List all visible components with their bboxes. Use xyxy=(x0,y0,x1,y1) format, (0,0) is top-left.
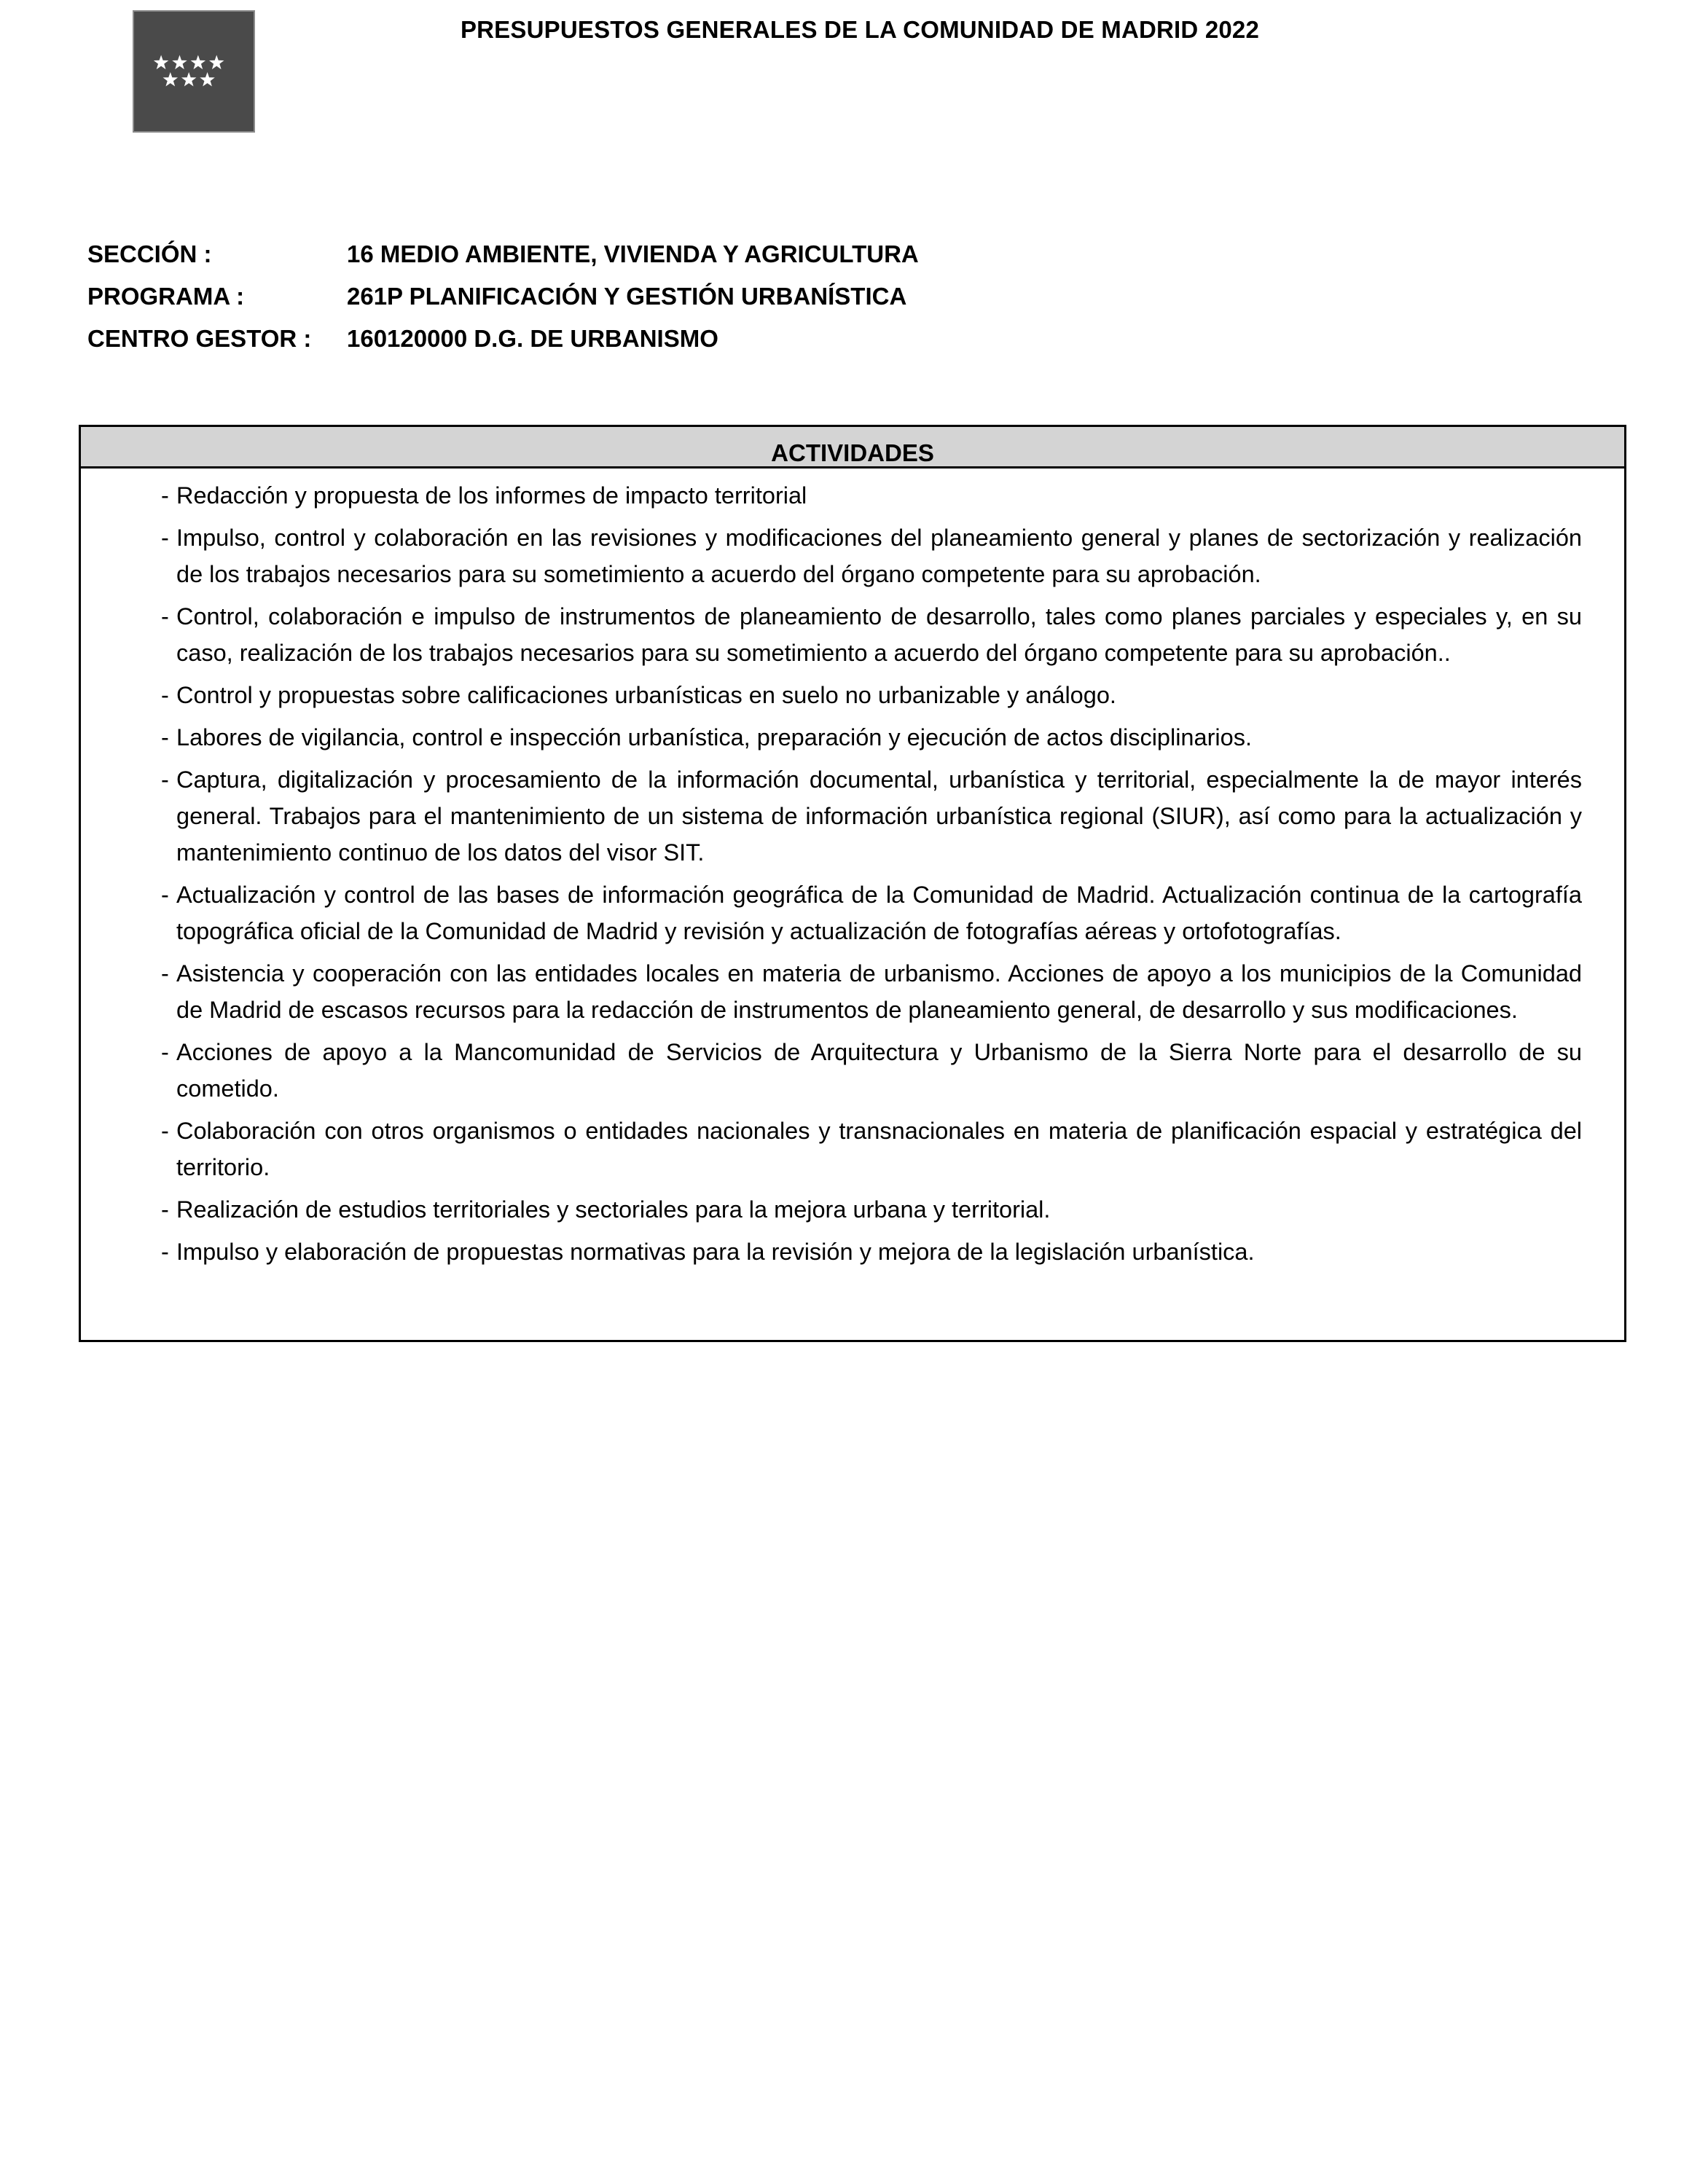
seccion-value: 16 MEDIO AMBIENTE, VIVIENDA Y AGRICULTURA xyxy=(347,240,919,267)
programa-label: PROGRAMA : xyxy=(87,283,245,310)
activity-item: - Labores de vigilancia, control e inspección urbanística, preparación y ejecución de actos disciplinarios. xyxy=(161,719,1582,756)
madrid-stars-logo-icon xyxy=(133,10,255,133)
activity-item: - Control y propuestas sobre calificaciones urbanísticas en suelo no urbanizable y análogo. xyxy=(161,677,1582,713)
activity-item: - Acciones de apoyo a la Mancomunidad de Servicios de Arquitectura y Urbanismo de la Sierra Norte para el desarrollo de su cometido. xyxy=(161,1034,1582,1107)
centro-gestor-label: CENTRO GESTOR : xyxy=(87,325,312,352)
activity-item: - Control, colaboración e impulso de instrumentos de planeamiento de desarrollo, tales como planes parciales y especiales y, en su caso, realización de los trabajos necesarios para su sometimiento a acuerdo del órgano competente para su aprobación.. xyxy=(161,598,1582,671)
seccion-label: SECCIÓN : xyxy=(87,240,212,267)
programa-value: 261P PLANIFICACIÓN Y GESTIÓN URBANÍSTICA xyxy=(347,283,907,310)
activity-item: - Impulso, control y colaboración en las revisiones y modificaciones del planeamiento general y planes de sectorización y realización de los trabajos necesarios para su sometimiento a acuerdo del órgano competente para su aprobación. xyxy=(161,519,1582,592)
activity-item: - Redacción y propuesta de los informes de impacto territorial xyxy=(161,477,1582,514)
activity-list xyxy=(81,468,1624,1270)
page-title: PRESUPUESTOS GENERALES DE LA COMUNIDAD DE MADRID 2022 xyxy=(460,16,1260,43)
activities-box xyxy=(79,425,1626,1342)
activity-item: - Actualización y control de las bases de información geográfica de la Comunidad de Madrid. Actualización continua de la cartografía topográfica oficial de la Comunidad de Madrid y revisión y actualización de fotografías aéreas y ortofotografías. xyxy=(161,877,1582,949)
centro-gestor-value: 160120000 D.G. DE URBANISMO xyxy=(347,325,718,352)
activity-item: - Impulso y elaboración de propuestas normativas para la revisión y mejora de la legislación urbanística. xyxy=(161,1234,1582,1270)
activity-item: - Asistencia y cooperación con las entidades locales en materia de urbanismo. Acciones de apoyo a los municipios de la Comunidad de Madrid de escasos recursos para la redacción de instrumentos de planeamiento general, de desarrollo y sus modificaciones. xyxy=(161,955,1582,1028)
activity-item: - Captura, digitalización y procesamiento de la información documental, urbanística y territorial, especialmente la de mayor interés general. Trabajos para el mantenimiento de un sistema de información urbanística regional (SIUR), así como para la actualización y mantenimiento continuo de los datos del visor SIT. xyxy=(161,761,1582,871)
activities-heading: ACTIVIDADES xyxy=(81,427,1624,468)
activity-item: - Realización de estudios territoriales y sectoriales para la mejora urbana y territorial. xyxy=(161,1191,1582,1228)
activity-item: - Colaboración con otros organismos o entidades nacionales y transnacionales en materia de planificación espacial y estratégica del territorio. xyxy=(161,1113,1582,1185)
